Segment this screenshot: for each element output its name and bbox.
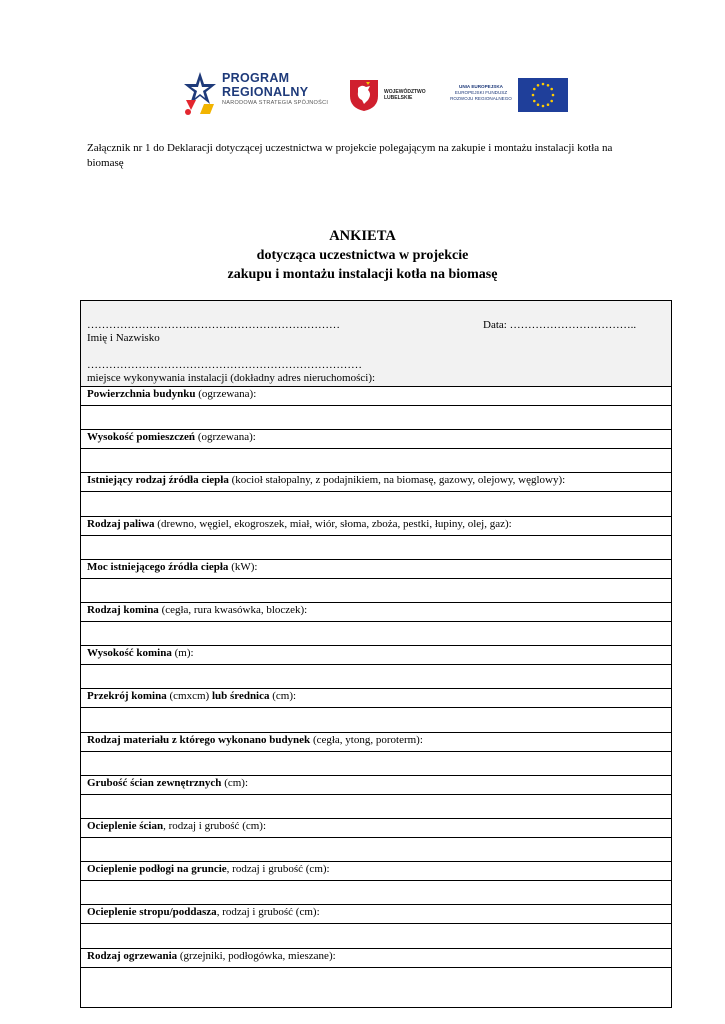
program-line3: NARODOWA STRATEGIA SPÓJNOŚCI: [222, 100, 329, 106]
question-label: [87, 646, 667, 660]
question-bold: lub średnica: [211, 690, 270, 703]
ue-line3: ROZWOJU REGIONALNEGO: [450, 96, 512, 101]
question-label: [87, 776, 667, 790]
ue-line1: UNIA EUROPEJSKA: [459, 84, 503, 89]
question-bold: Rodzaj komina: [87, 604, 159, 616]
question-label: [87, 949, 667, 963]
question-label: [87, 473, 667, 487]
wojewodztwo-lubelskie-logo: [348, 78, 438, 114]
question-bold: Moc istniejącego źródła ciepła: [87, 560, 229, 573]
answer-field[interactable]: [81, 492, 671, 514]
answer-field[interactable]: [81, 881, 671, 903]
program-line1: PROGRAM: [222, 71, 290, 85]
question-label: [87, 387, 667, 401]
question-hint: (cegła, ytong, poroterm):: [310, 733, 423, 746]
question-label: [87, 733, 667, 747]
name-label: Imię i Nazwisko: [87, 332, 160, 344]
address-label: miejsce wykonywania instalacji (dokładny adres nieruchomości):: [87, 372, 376, 384]
question-hint: (cmxcm): [166, 690, 212, 703]
question-bold: Rodzaj ogrzewania: [87, 949, 178, 962]
title-line2: dotycząca uczestnictwa w projekcie: [256, 248, 469, 263]
woj-line1: WOJEWÓDZTWO: [384, 89, 426, 95]
question-hint: (kW):: [228, 560, 258, 573]
eu-logo: [446, 78, 571, 114]
question-hint: (cm):: [221, 776, 249, 789]
question-hint: , rodzaj i grubość (cm):: [216, 906, 320, 919]
answer-field[interactable]: [81, 665, 671, 687]
question-hint: (ogrzewana):: [195, 431, 256, 444]
name-dots[interactable]: ……………………………………………………………: [87, 319, 340, 331]
question-hint: , rodzaj i grubość (cm):: [226, 863, 330, 876]
question-bold: Istniejący rodzaj źródła ciepła: [87, 474, 229, 487]
question-bold: Ocieplenie podłogi na gruncie: [87, 863, 227, 876]
question-label: [87, 517, 667, 531]
question-label: [87, 862, 667, 876]
question-bold: Wysokość pomieszczeń: [87, 431, 196, 444]
program-line2: REGIONALNY: [222, 85, 309, 99]
question-hint: (cegła, rura kwasówka, bloczek):: [158, 604, 308, 616]
answer-field[interactable]: [81, 968, 671, 990]
personal-data-section: [81, 301, 671, 386]
answer-field[interactable]: [81, 838, 671, 860]
eu-flag-icon: [518, 78, 568, 112]
question-bold: Wysokość komina: [87, 647, 172, 660]
attachment-note: Załącznik nr 1 do Deklaracji dotyczącej uczestnictwa w projekcie polegającym na zakupie i montażu instalacji kotła na biomasę: [87, 142, 613, 169]
question-hint: (kocioł stałopalny, z podajnikiem, na biomasę, gazowy, olejowy, węglowy):: [228, 474, 566, 487]
question-label: [87, 430, 667, 444]
question-bold: Rodzaj paliwa: [87, 517, 155, 530]
question-hint: , rodzaj i grubość (cm):: [163, 820, 267, 832]
question-bold: Rodzaj materiału z którego wykonano budynek: [87, 733, 311, 746]
date-field[interactable]: Data: ……………………………..: [483, 319, 637, 331]
question-bold: Grubość ścian zewnętrznych: [87, 776, 222, 789]
answer-field[interactable]: [81, 795, 671, 817]
question-hint: (drewno, węgiel, ekogroszek, miał, wiór, słoma, zboża, pestki, łupiny, olej, gaz):: [154, 517, 512, 530]
answer-field[interactable]: [81, 752, 671, 774]
answer-field[interactable]: [81, 536, 671, 558]
question-hint: (ogrzewana):: [195, 388, 257, 400]
address-dots[interactable]: …………………………………………………………………: [87, 359, 362, 371]
ue-line2: EUROPEJSKI FUNDUSZ: [454, 90, 508, 95]
question-label: [87, 905, 667, 919]
answer-field[interactable]: [81, 406, 671, 428]
answer-field[interactable]: [81, 449, 671, 471]
question-hint: (m):: [171, 647, 194, 660]
question-bold: Powierzchnia budynku: [87, 388, 196, 400]
coat-of-arms-icon: [348, 78, 380, 112]
question-hint: (grzejniki, podłogówka, mieszane):: [177, 949, 336, 962]
title-line3: zakupu i montażu instalacji kotła na biomasę: [227, 267, 498, 282]
answer-field[interactable]: [81, 708, 671, 730]
question-label: [87, 603, 667, 617]
form-title: [0, 227, 725, 284]
question-bold: Ocieplenie ścian: [87, 820, 164, 832]
woj-line2: LUBELSKIE: [384, 95, 413, 101]
answer-field[interactable]: [81, 622, 671, 644]
header-logos: [0, 66, 725, 126]
answer-field[interactable]: [81, 924, 671, 946]
question-hint: (cm):: [269, 690, 297, 703]
question-bold: Ocieplenie stropu/poddasza: [87, 906, 217, 919]
question-label: [87, 560, 667, 574]
question-label: [87, 689, 667, 703]
question-label: [87, 819, 667, 833]
program-star-icon: [180, 70, 220, 118]
survey-form: [80, 300, 672, 1008]
question-bold: Przekrój komina: [87, 690, 167, 703]
program-regionalny-logo: [180, 70, 340, 120]
answer-field[interactable]: [81, 579, 671, 601]
title-line1: ANKIETA: [329, 228, 396, 244]
